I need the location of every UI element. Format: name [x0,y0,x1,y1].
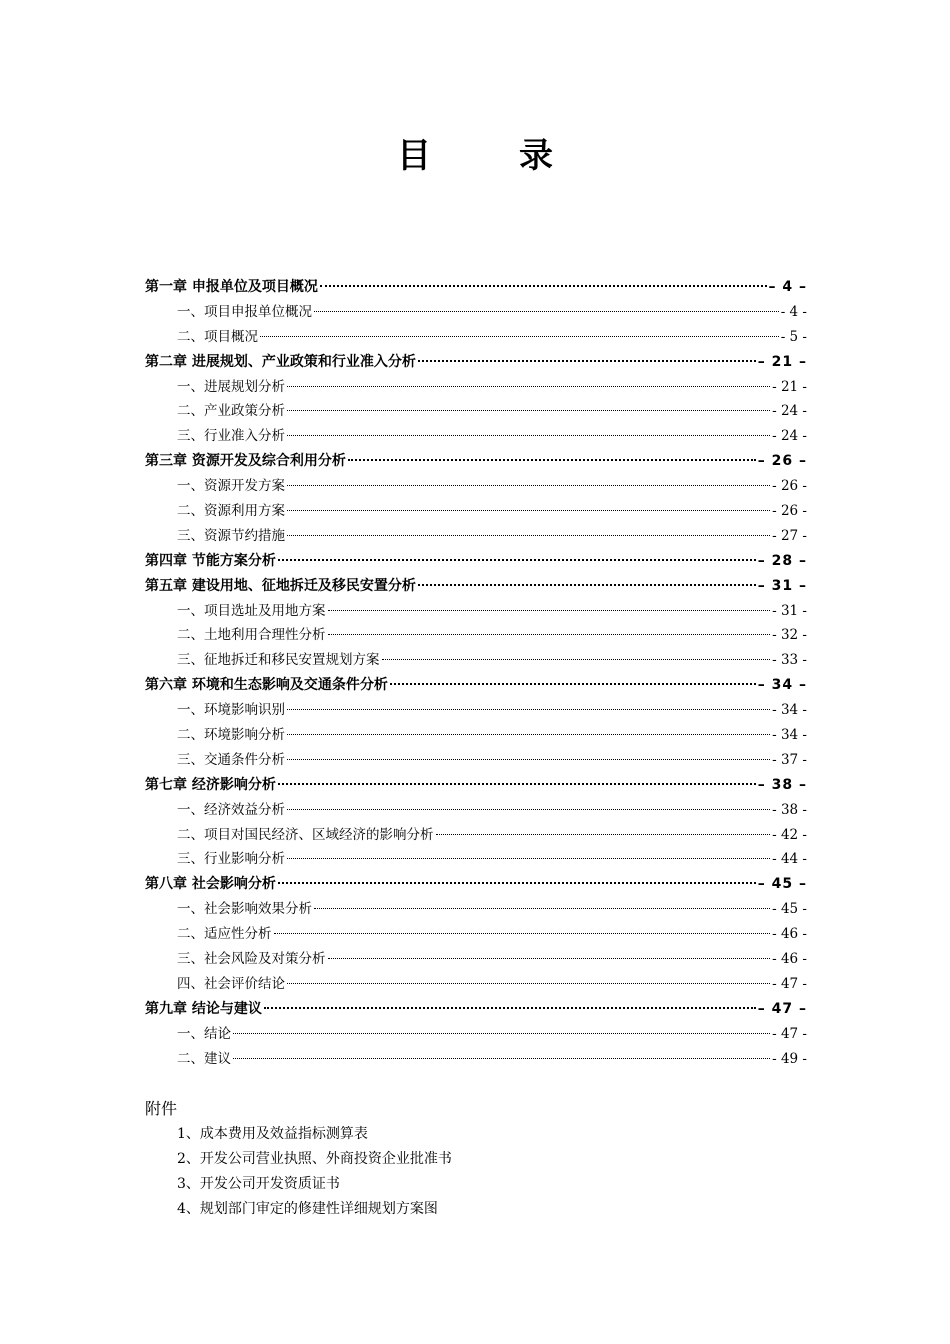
toc-page-number: – 31 – [757,577,807,594]
toc-page-number: – 45 – [757,876,807,893]
toc-page-number: – 47 – [757,1000,807,1017]
toc-entry-label: 三、征地拆迁和移民安置规划方案 [177,652,380,669]
title-char-1: 目 [397,136,431,176]
toc-section-entry[interactable] [145,748,807,773]
toc-section-entry[interactable] [145,798,807,823]
dot-leader [390,683,756,685]
toc-entry-label: 一、项目选址及用地方案 [177,602,326,619]
toc-entry-label: 二、土地利用合理性分析 [177,627,326,644]
dot-leader [233,1058,770,1059]
dot-leader [348,459,756,461]
toc-entry-label: 一、项目申报单位概况 [177,303,312,320]
toc-section-entry[interactable] [145,972,807,997]
toc-section-entry[interactable] [145,947,807,972]
toc-page-number: - 24 - [772,403,807,420]
dot-leader [287,535,770,536]
toc-page-number: - 47 - [772,1025,807,1042]
dot-leader [278,783,756,785]
toc-page-number: – 26 – [757,453,807,470]
toc-entry-label: 一、进展规划分析 [177,378,285,395]
dot-leader [314,311,779,312]
toc-entry-label: 第九章 结论与建议 [145,1000,262,1017]
toc-entry-label: 三、行业准入分析 [177,428,285,445]
toc-page-number: – 28 – [757,552,807,569]
toc-entry-label: 三、交通条件分析 [177,751,285,768]
toc-entry-label: 第七章 经济影响分析 [145,776,276,793]
toc-page-number: - 38 - [772,801,807,818]
toc-section-entry[interactable] [145,1022,807,1047]
dot-leader [278,882,756,884]
toc-page-number: - 47 - [772,975,807,992]
toc-entry-label: 二、资源利用方案 [177,503,285,520]
toc-chapter-entry[interactable] [145,350,807,375]
toc-chapter-entry[interactable] [145,872,807,897]
dot-leader [314,908,770,909]
toc-page-number: - 42 - [772,826,807,843]
dot-leader [382,659,771,660]
appendix-item: 2、开发公司营业执照、外商投资企业批准书 [177,1151,452,1167]
toc-entry-label: 二、适应性分析 [177,926,272,943]
toc-chapter-entry[interactable] [145,574,807,599]
dot-leader [328,958,771,959]
dot-leader [287,709,770,710]
toc-page-number: - 34 - [772,702,807,719]
toc-chapter-entry[interactable] [145,673,807,698]
toc-page-number: – 21 – [757,353,807,370]
toc-page-number: - 37 - [772,751,807,768]
dot-leader [278,559,756,561]
toc-section-entry[interactable] [145,424,807,449]
toc-section-entry[interactable] [145,698,807,723]
appendix-item: 3、开发公司开发资质证书 [177,1176,340,1192]
toc-entry-label: 第四章 节能方案分析 [145,552,276,569]
dot-leader [418,360,756,362]
dot-leader [287,510,770,511]
toc-chapter-entry[interactable] [145,549,807,574]
toc-page-number: – 4 – [768,279,807,295]
toc-page-number: - 46 - [772,951,807,968]
toc-entry-label: 第一章 申报单位及项目概况 [145,279,318,295]
toc-page-number: - 34 - [772,727,807,744]
dot-leader [260,336,779,337]
dot-leader [264,1007,756,1009]
toc-entry-label: 第五章 建设用地、征地拆迁及移民安置分析 [145,577,416,594]
dot-leader [287,410,770,411]
toc-entry-label: 第八章 社会影响分析 [145,876,276,893]
page-title [0,128,950,177]
toc-section-entry[interactable] [145,524,807,549]
dot-leader [287,734,770,735]
dot-leader [233,1033,770,1034]
dot-leader [287,435,770,436]
toc-section-entry[interactable] [145,648,807,673]
toc-entry-label: 第三章 资源开发及综合利用分析 [145,453,346,470]
toc-section-entry[interactable] [145,897,807,922]
appendix-item: 1、成本费用及效益指标测算表 [177,1126,368,1142]
toc-section-entry[interactable] [145,474,807,499]
toc-entry-label: 第六章 环境和生态影响及交通条件分析 [145,677,388,694]
toc-page-number: - 21 - [772,378,807,395]
toc-entry-label: 三、资源节约措施 [177,527,285,544]
toc-page-number: - 5 - [780,328,807,345]
toc-page-number: - 44 - [772,851,807,868]
toc-entry-label: 二、环境影响分析 [177,727,285,744]
toc-page-number: - 26 - [772,478,807,495]
toc-entry-label: 二、项目概况 [177,328,258,345]
dot-leader [287,386,770,387]
toc-section-entry[interactable] [145,300,807,325]
dot-leader [274,933,771,934]
toc-section-entry[interactable] [145,922,807,947]
dot-leader [287,809,770,810]
toc-section-entry[interactable] [145,599,807,624]
toc-entry-label: 二、产业政策分析 [177,403,285,420]
toc-page-number: - 46 - [772,926,807,943]
toc-section-entry[interactable] [145,723,807,748]
toc-page-number: - 45 - [772,901,807,918]
toc-chapter-entry[interactable] [145,449,807,474]
appendix-section [145,1096,807,1222]
toc-section-entry[interactable] [145,823,807,848]
toc-entry-label: 二、建议 [177,1050,231,1067]
toc-entry-label: 第二章 进展规划、产业政策和行业准入分析 [145,353,416,370]
toc-entry-label: 一、经济效益分析 [177,801,285,818]
table-of-contents [145,275,807,1072]
toc-page-number: - 32 - [772,627,807,644]
toc-page-number: – 34 – [757,677,807,694]
toc-section-entry[interactable] [145,375,807,400]
toc-section-entry[interactable] [145,325,807,350]
toc-section-entry[interactable] [145,1047,807,1072]
toc-section-entry[interactable] [145,847,807,872]
dot-leader [328,634,771,635]
toc-page-number: - 27 - [772,527,807,544]
appendix-title: 附件 [145,1099,178,1118]
dot-leader [320,285,767,287]
toc-entry-label: 三、行业影响分析 [177,851,285,868]
toc-entry-label: 一、社会影响效果分析 [177,901,312,918]
toc-page-number: – 38 – [757,776,807,793]
toc-page-number: - 24 - [772,428,807,445]
toc-page-number: - 33 - [772,652,807,669]
toc-chapter-entry[interactable] [145,997,807,1022]
toc-page-number: - 49 - [772,1050,807,1067]
dot-leader [287,759,770,760]
dot-leader [287,858,770,859]
toc-entry-label: 一、环境影响识别 [177,702,285,719]
toc-entry-label: 三、社会风险及对策分析 [177,951,326,968]
dot-leader [287,485,770,486]
toc-entry-label: 四、社会评价结论 [177,975,285,992]
dot-leader [287,983,770,984]
toc-entry-label: 一、资源开发方案 [177,478,285,495]
dot-leader [328,610,771,611]
dot-leader [418,584,756,586]
toc-section-entry[interactable] [145,499,807,524]
toc-chapter-entry[interactable] [145,275,807,300]
appendix-item: 4、规划部门审定的修建性详细规划方案图 [177,1201,438,1217]
title-char-2: 录 [519,136,553,176]
toc-entry-label: 二、项目对国民经济、区域经济的影响分析 [177,826,434,843]
toc-chapter-entry[interactable] [145,773,807,798]
toc-page-number: - 26 - [772,503,807,520]
dot-leader [436,834,771,835]
toc-page-number: - 4 - [780,303,807,320]
toc-entry-label: 一、结论 [177,1025,231,1042]
toc-page-number: - 31 - [772,602,807,619]
toc-section-entry[interactable] [145,399,807,424]
toc-section-entry[interactable] [145,623,807,648]
